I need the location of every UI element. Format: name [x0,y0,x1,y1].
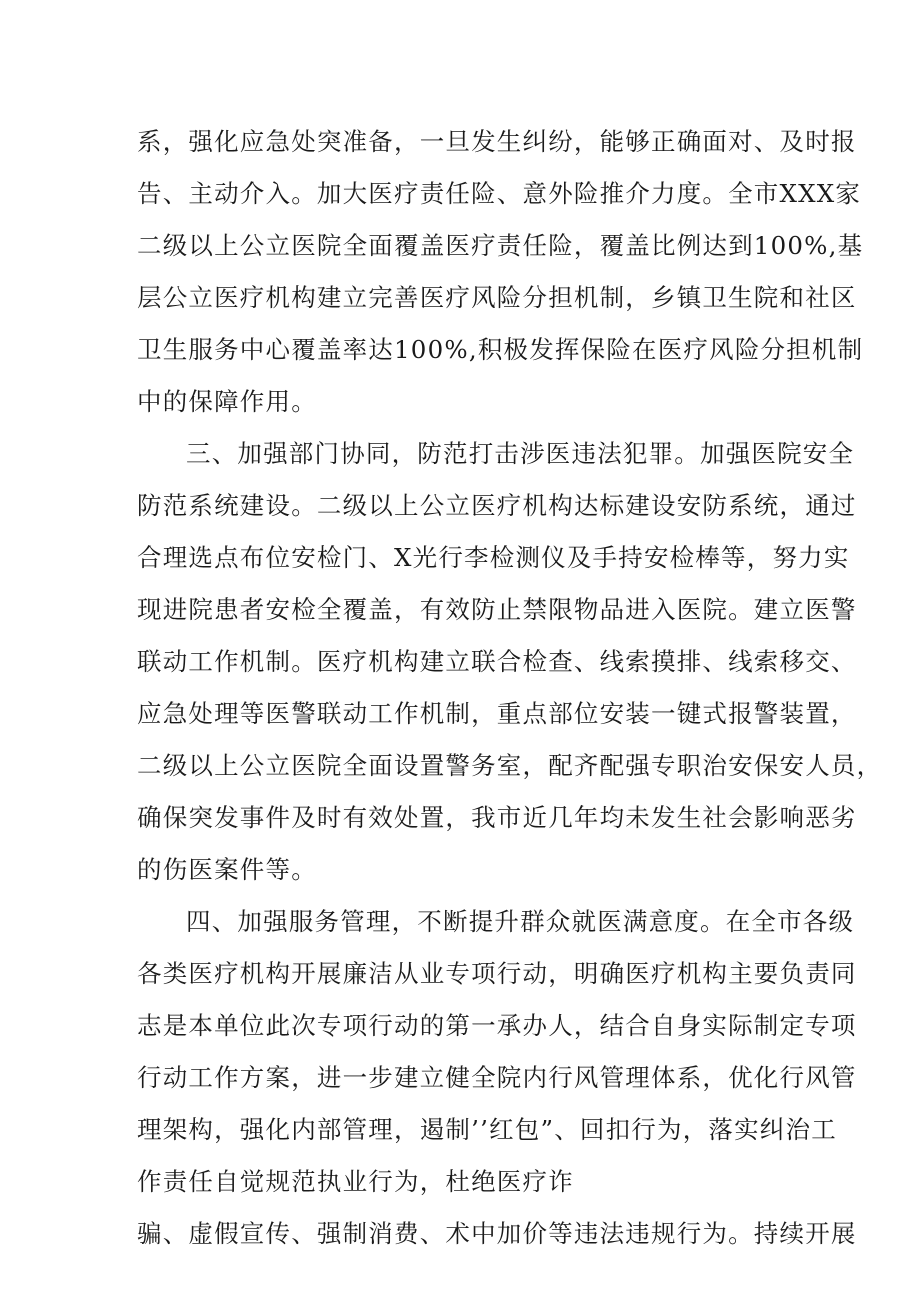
text-line: 层公立医疗机构建立完善医疗风险分担机制，乡镇卫生院和社区 [137,283,857,312]
text-line: 确保突发事件及时有效处置，我市近几年均未发生社会影响恶劣 [137,803,857,832]
text-line: 作责任自觉规范执业行为，杜绝医疗诈 [137,1167,574,1196]
text-line: 联动工作机制。医疗机构建立联合检查、线索摸排、线索移交、 [137,647,857,676]
text-line: 应急处理等医警联动工作机制，重点部位安装一键式报警装置， [137,699,857,728]
text-line: 卫生服务中心覆盖率达100%,积极发挥保险在医疗风险分担机制 [137,335,864,364]
text-line: 志是本单位此次专项行动的第一承办人，结合自身实际制定专项 [137,1011,857,1040]
section-four-heading-line: 四、加强服务管理，不断提升群众就医满意度。在全市各级 [186,907,855,936]
text-line: 防范系统建设。二级以上公立医疗机构达标建设安防系统，通过 [137,491,857,520]
text-line: 理架构，强化内部管理，遏制’’红包”、回扣行为，落实纠治工 [137,1115,837,1144]
text-line: 的伤医案件等。 [137,855,317,884]
section-three-heading-line: 三、加强部门协同，防范打击涉医违法犯罪。加强医院安全 [186,439,855,468]
text-line: 行动工作方案，进一步建立健全院内行风管理体系，优化行风管 [137,1063,857,1092]
text-line: 二级以上公立医院全面设置警务室，配齐配强专职治安保安人员， [137,751,883,780]
text-line: 合理选点布位安检门、X光行李检测仪及手持安检棒等，努力实 [137,543,850,572]
text-line: 系，强化应急处突准备，一旦发生纠纷，能够正确面对、及时报 [137,127,857,156]
text-line: 现进院患者安检全覆盖，有效防止禁限物品进入医院。建立医警 [137,595,857,624]
text-line: 告、主动介入。加大医疗责任险、意外险推介力度。全市XXX家 [137,179,862,208]
text-line: 骗、虚假宣传、强制消费、术中加价等违法违规行为。持续开展 [137,1219,857,1248]
text-line: 各类医疗机构开展廉洁从业专项行动，明确医疗机构主要负责同 [137,959,857,988]
text-line: 中的保障作用。 [137,387,317,416]
text-line: 二级以上公立医院全面覆盖医疗责任险，覆盖比例达到100%,基 [137,231,864,260]
